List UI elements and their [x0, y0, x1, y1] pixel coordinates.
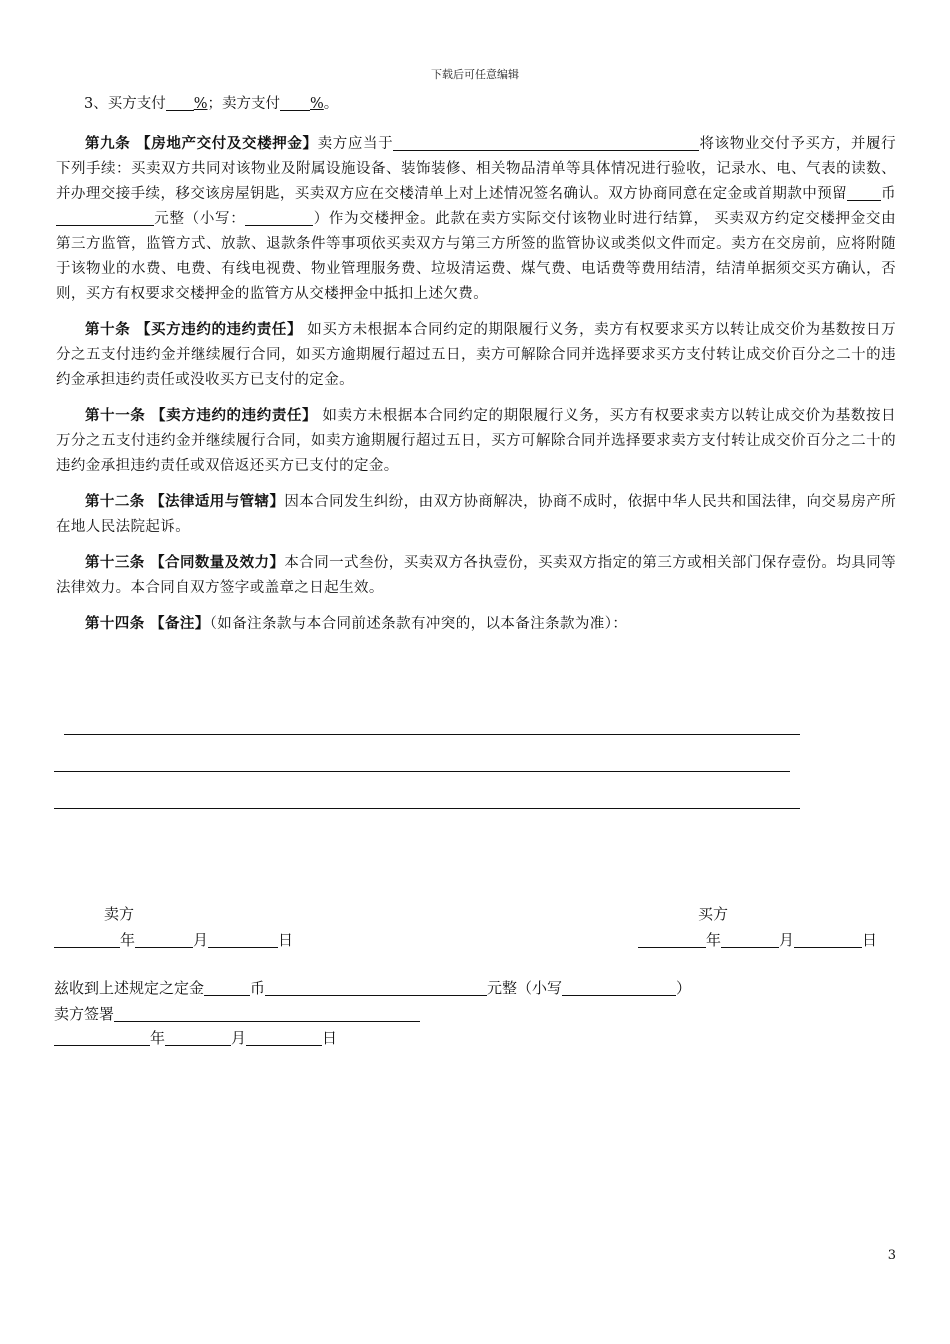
- receipt-text-3: 元整（小写: [487, 979, 563, 997]
- item3-pct2: %: [310, 96, 324, 112]
- item3-prefix: 3、买方支付: [84, 96, 166, 112]
- remark-line: [64, 734, 800, 735]
- article-13-text: 本合同一式叁份，买卖双方各执壹份，买卖双方指定的第三方或相关部门保存壹份。均具同等法律效力。本合同自双方签字或盖章之日起生效。: [56, 555, 896, 596]
- delivery-date-blank: [393, 134, 699, 151]
- item3-mid: ；卖方支付: [207, 96, 281, 112]
- receipt-sign-blank: [114, 1005, 420, 1022]
- article-11: [56, 403, 896, 479]
- buyer-day-blank: [794, 931, 862, 948]
- seller-label: 卖方: [104, 905, 135, 923]
- article-10-text: 如买方未根据本合同约定的期限履行义务，卖方有权要求买方以转让成交价为基数按日万分之五支付违约金并继续履行合同，如买方逾期履行超过五日，卖方可解除合同并选择要求买方支付转让成交价百分之二十的违约金承担违约责任或没收买方已支付的定金。: [56, 322, 896, 388]
- article-13-title: 第十三条 【合同数量及效力】: [85, 554, 285, 571]
- article-9-text-2: 将该物业交付予买方，并履行下列手续：买卖双方共同对该物业及附属设施设备、装饰装修、相关物品清单等具体情况进行验收，记录水、电、气表的读数、并办理交接手续，移交该房屋钥匙，买卖双方应在交楼清单上对上述情况签名确认。双方协商同意在定金或首期款中预留: [56, 136, 896, 202]
- seller-year-blank: [54, 931, 120, 948]
- seller-date: [54, 928, 293, 952]
- article-12-text: 因本合同发生纠纷，由双方协商解决，协商不成时，依据中华人民共和国法律，向交易房产所在地人民法院起诉。: [56, 494, 896, 535]
- article-14-title: 第十四条 【备注】: [85, 615, 210, 632]
- receipt-figure-blank: [562, 979, 676, 996]
- seller-day-label: 日: [278, 931, 294, 949]
- buyer-year-label: 年: [706, 931, 722, 949]
- page-number: 3: [887, 1248, 896, 1263]
- article-9-text-5: ）作为交楼押金。此款在卖方实际交付该物业时进行结算， 买卖双方约定交楼押金交由第三方监管，监管方式、放款、退款条件等事项依买卖双方与第三方所签的监管协议或类似文件而定。卖方在交房前，应将附随于该物业的水费、电费、有线电视费、物业管理服务费、垃圾清运费、煤气费、电话费等费用结清，结清单据须交买方确认，否则，买方有权要求交楼押金的监管方从交楼押金中抵扣上述欠费。: [56, 211, 896, 302]
- receipt-text-2: 币: [250, 979, 266, 997]
- contract-body: [56, 92, 896, 647]
- buyer-label: 买方: [698, 905, 729, 923]
- remark-line: [54, 808, 800, 809]
- item-3: [84, 92, 896, 117]
- receipt-month-label: 月: [231, 1029, 247, 1047]
- seller-month-label: 月: [193, 931, 209, 949]
- page-header: 下载后可任意编辑: [431, 68, 519, 81]
- receipt-sign-line: [54, 1002, 420, 1026]
- receipt-date: [54, 1026, 337, 1050]
- receipt-day-label: 日: [322, 1029, 338, 1047]
- buyer-year-blank: [638, 931, 706, 948]
- buyer-day-label: 日: [862, 931, 878, 949]
- buyer-date: [638, 928, 877, 952]
- article-14-text: （如备注条款与本合同前述条款有冲突的，以本备注条款为准）：: [209, 616, 628, 632]
- amount-figure-blank: [245, 209, 313, 226]
- seller-percent-blank: [280, 94, 310, 111]
- amount-blank: [56, 209, 154, 226]
- receipt-year-label: 年: [150, 1029, 166, 1047]
- article-14: [56, 611, 896, 637]
- article-11-title: 第十一条 【卖方违约的违约责任】: [85, 407, 318, 424]
- item3-end: 。: [323, 96, 339, 112]
- article-9-text-4: 元整（小写：: [154, 211, 246, 227]
- currency-blank: [847, 184, 881, 201]
- receipt-text-1: 兹收到上述规定之定金: [54, 979, 205, 997]
- buyer-month-blank: [721, 931, 779, 948]
- receipt-amount-blank: [265, 979, 487, 996]
- seller-day-blank: [208, 931, 278, 948]
- receipt-day-blank: [246, 1029, 322, 1046]
- receipt-year-blank: [54, 1029, 150, 1046]
- article-10-title: 第十条 【买方违约的违约责任】: [85, 321, 303, 338]
- article-9-title: 第九条 【房地产交付及交楼押金】: [85, 135, 318, 152]
- buyer-month-label: 月: [779, 931, 795, 949]
- receipt-currency-blank: [204, 979, 250, 996]
- article-11-text: 如卖方未根据本合同约定的期限履行义务，买方有权要求卖方以转让成交价为基数按日万分之五支付违约金并继续履行合同，如卖方逾期履行超过五日，买方可解除合同并选择要求卖方支付转让成交价百分之二十的违约金承担违约责任或双倍返还买方已支付的定金。: [56, 408, 896, 474]
- article-12: [56, 489, 896, 540]
- receipt-month-blank: [165, 1029, 231, 1046]
- article-10: [56, 317, 896, 393]
- buyer-percent-blank: [166, 94, 194, 111]
- article-9-text-1: 卖方应当于: [317, 136, 394, 152]
- receipt-line: [54, 976, 691, 1000]
- article-12-title: 第十二条 【法律适用与管辖】: [85, 493, 285, 510]
- receipt-text-4: ）: [676, 979, 692, 997]
- remark-line: [54, 771, 790, 772]
- seller-month-blank: [135, 931, 193, 948]
- article-9-text-3: 币: [881, 186, 896, 202]
- seller-year-label: 年: [120, 931, 136, 949]
- article-13: [56, 550, 896, 601]
- receipt-sign-label: 卖方签署: [54, 1005, 115, 1023]
- article-9: [56, 131, 896, 307]
- item3-pct1: %: [193, 96, 208, 112]
